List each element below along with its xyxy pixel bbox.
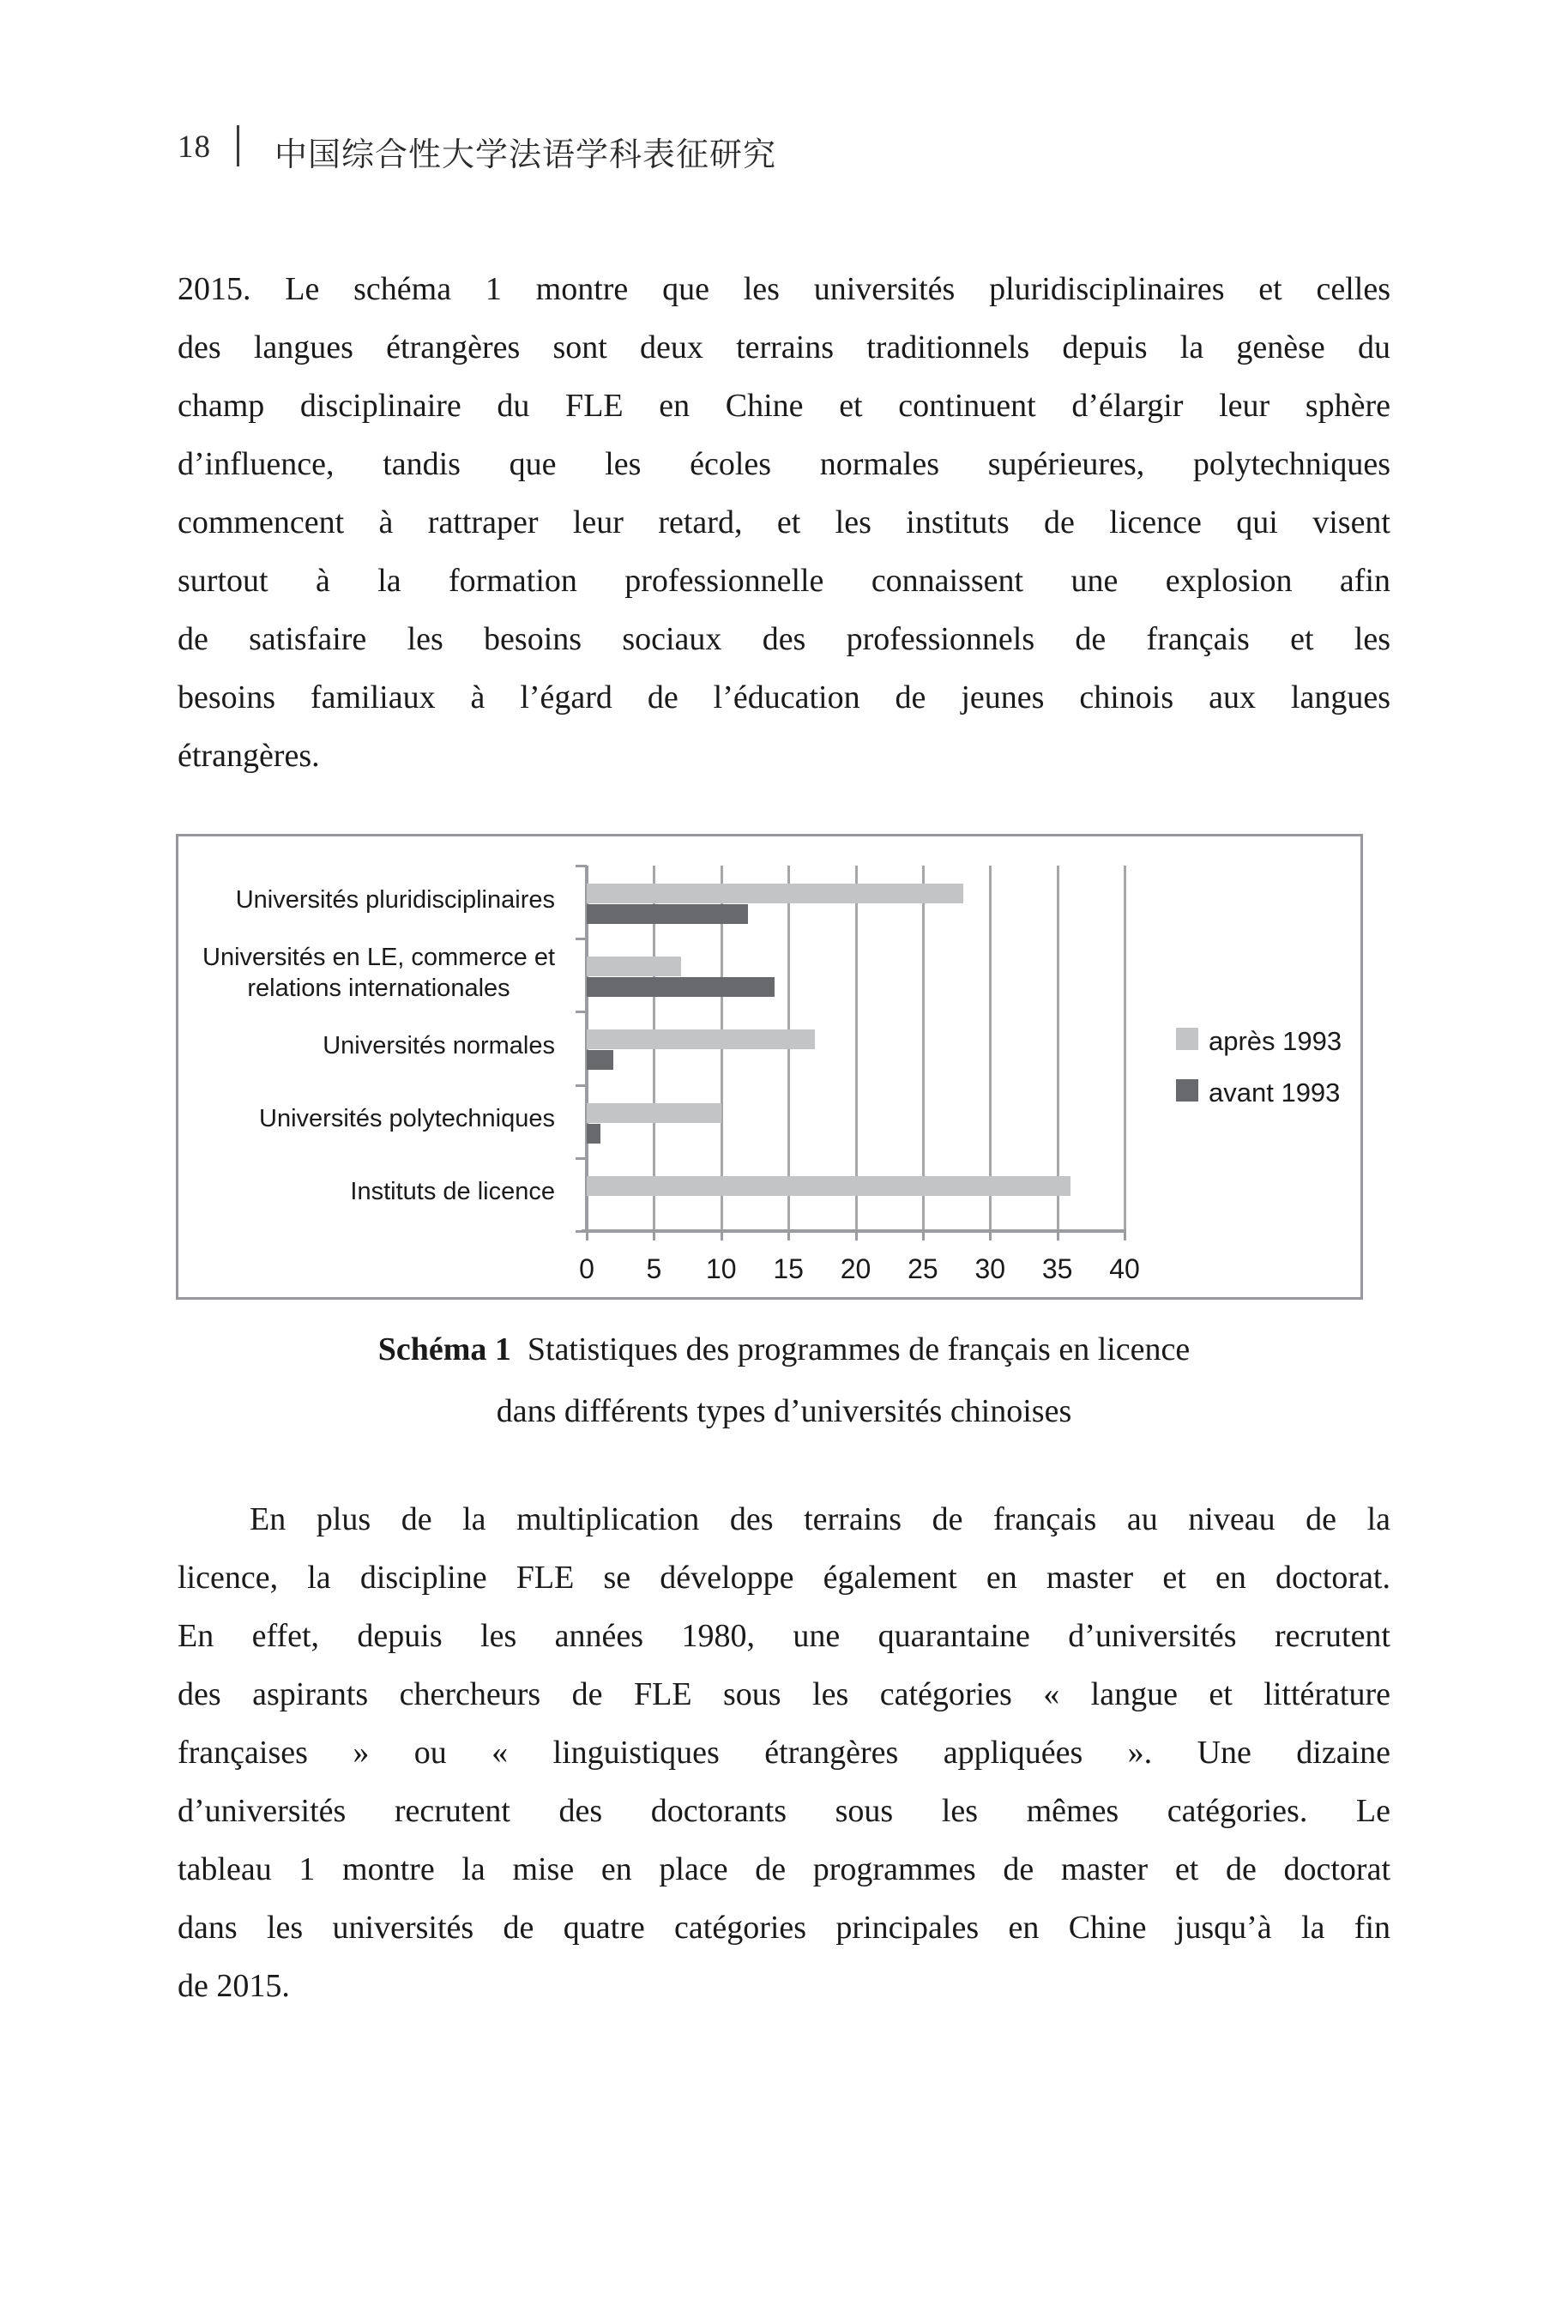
bar-avant-1993 <box>587 977 775 997</box>
category-label: Instituts de licence <box>350 1178 555 1206</box>
caption-line-1 <box>178 1331 1390 1368</box>
x-tick-label: 20 <box>840 1253 871 1284</box>
text-line: d’influence, tandis que les écoles normales supérieures, polytechniques <box>178 446 1390 482</box>
caption-line-2: dans différents types d’universités chinoises <box>496 1393 1072 1429</box>
text-line: surtout à la formation professionnelle connaissent une explosion afin <box>178 563 1390 599</box>
header-title: 中国综合性大学法语学科表征研究 <box>274 137 777 173</box>
x-tick-label: 35 <box>1041 1253 1073 1284</box>
text-line: besoins familiaux à l’égard de l’éducation de jeunes chinois aux langues <box>178 679 1390 715</box>
text-line: tableau 1 montre la mise en place de programmes de master et de doctorat <box>178 1851 1390 1887</box>
chart-caption <box>178 1331 1390 1430</box>
text-line: licence, la discipline FLE se développe également en master et en doctorat. <box>178 1560 1390 1596</box>
paragraph-2 <box>178 1490 1390 2015</box>
text-line: des langues étrangères sont deux terrains traditionnels depuis la genèse du <box>178 329 1390 365</box>
text-line: des aspirants chercheurs de FLE sous les catégories « langue et littérature <box>178 1676 1390 1712</box>
text-line: de satisfaire les besoins sociaux des professionnels de français et les <box>178 621 1390 657</box>
legend-swatch-apres <box>1176 1028 1198 1050</box>
category-label: Universités en LE, commerce et relations internationales <box>202 943 555 1002</box>
category-label: Universités normales <box>323 1032 555 1059</box>
bar-apres-1993 <box>587 957 681 976</box>
gridline <box>1124 866 1126 1231</box>
text-line: françaises » ou « linguistiques étrangères appliquées ». Une dizaine <box>178 1735 1390 1771</box>
x-tick-label: 40 <box>1109 1253 1140 1284</box>
caption-label: Schéma 1 <box>377 1331 511 1367</box>
category-tick <box>576 1011 587 1013</box>
legend-label: avant 1993 <box>1209 1077 1341 1108</box>
x-tick-label: 30 <box>974 1253 1006 1284</box>
x-axis-line <box>582 1229 1126 1233</box>
category-tick <box>576 938 587 940</box>
text-line: champ disciplinaire du FLE en Chine et continuent d’élargir leur sphère <box>178 388 1390 424</box>
category-tick <box>576 1230 587 1233</box>
category-tick <box>576 1157 587 1160</box>
category-tick <box>576 1084 587 1087</box>
x-tick-label: 25 <box>908 1253 938 1284</box>
legend-swatch-avant <box>1176 1079 1198 1102</box>
paragraph-1 <box>178 260 1390 785</box>
bar-apres-1993 <box>587 1029 815 1049</box>
category-label: Universités polytechniques <box>259 1105 555 1133</box>
page-number: 18 <box>178 130 211 165</box>
bar-apres-1993 <box>587 1103 721 1123</box>
legend-label: après 1993 <box>1209 1026 1342 1056</box>
text-line: dans les universités de quatre catégories principales en Chine jusqu’à la fin <box>178 1910 1390 1946</box>
x-tick-label: 15 <box>773 1253 804 1284</box>
bar-avant-1993 <box>587 904 748 924</box>
x-tick-label: 0 <box>579 1253 594 1284</box>
text-line: 2015. Le schéma 1 montre que les universités pluridisciplinaires et celles <box>178 271 1390 307</box>
chart-frame <box>176 834 1363 1300</box>
text-line: étrangères. <box>178 738 320 774</box>
text-line: commencent à rattraper leur retard, et les instituts de licence qui visent <box>178 504 1390 540</box>
text-line: En plus de la multiplication des terrains de français au niveau de la <box>250 1501 1390 1537</box>
x-tick-label: 5 <box>646 1253 662 1284</box>
text-line: de 2015. <box>178 1968 290 2004</box>
bar-avant-1993 <box>587 1124 600 1144</box>
category-label: Universités pluridisciplinaires <box>235 885 555 914</box>
x-tick-label: 10 <box>705 1253 737 1284</box>
text-line: d’universités recrutent des doctorants sous les mêmes catégories. Le <box>178 1793 1390 1829</box>
bar-avant-1993 <box>587 1050 613 1070</box>
header-divider <box>237 125 239 166</box>
category-tick <box>576 865 587 867</box>
bar-apres-1993 <box>587 1176 1070 1196</box>
bar-apres-1993 <box>587 884 963 903</box>
text-line: En effet, depuis les années 1980, une quarantaine d’universités recrutent <box>178 1618 1390 1654</box>
caption-text: Statistiques des programmes de français en licence <box>527 1331 1191 1367</box>
